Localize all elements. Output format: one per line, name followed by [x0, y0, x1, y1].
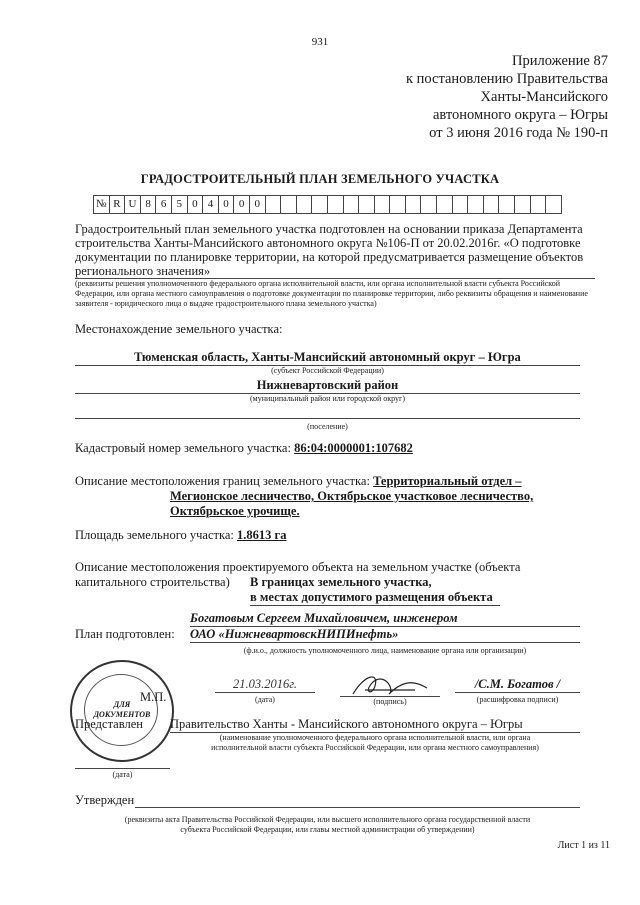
number-cell	[437, 195, 453, 214]
object-label-1: Описание местоположения проектируемого объекта на земельном участке (объекта	[75, 560, 521, 574]
number-cell: 5	[172, 195, 188, 214]
number-cell: 0	[188, 195, 204, 214]
number-cell	[484, 195, 500, 214]
number-cell	[499, 195, 515, 214]
number-cell	[281, 195, 297, 214]
settlement-line	[75, 406, 580, 419]
district-value: Нижневартовский район	[75, 378, 580, 394]
number-cell	[406, 195, 422, 214]
number-cell	[312, 195, 328, 214]
page-number: 931	[311, 36, 329, 48]
appendix-line: Ханты-Мансийского	[480, 89, 608, 105]
number-cell	[390, 195, 406, 214]
plan-number-grid	[93, 195, 562, 214]
basis-text: Градостроительный план земельного участка подготовлен на основании приказа Департамента строительства Ханты-Мансийского автономного округа №106-П от 20.02.2016г. «О подготовке документации по планировке территории, на которой предусматривается размещение объектов регионального значения»	[75, 222, 595, 279]
presented-label: Представлен	[75, 717, 143, 731]
cadastral-label: Кадастровый номер земельного участка:	[75, 441, 291, 455]
cadastral-value: 86:04:0000001:107682	[294, 441, 413, 455]
approved-caption-2: субъекта Российской Федерации, или главы местной администрации об утверждении)	[180, 825, 475, 834]
subject-value: Тюменская область, Ханты-Мансийский автономный округ – Югра	[75, 350, 580, 366]
prepared-label: План подготовлен:	[75, 627, 175, 641]
signer-name: /С.М. Богатов /	[455, 677, 580, 693]
number-cell	[421, 195, 437, 214]
appendix-line: к постановлению Правительства	[406, 71, 608, 87]
subject-caption: (субъект Российской Федерации)	[271, 366, 384, 375]
number-cell: 4	[203, 195, 219, 214]
number-cell: 0	[234, 195, 250, 214]
number-cell: 6	[156, 195, 172, 214]
number-cell: U	[125, 195, 141, 214]
number-cell	[546, 195, 562, 214]
stamp-text: ДЛЯ ДОКУМЕНТОВ	[93, 700, 151, 719]
location-label: Местонахождение земельного участка:	[75, 322, 283, 336]
district-caption: (муниципальный район или городской округ)	[250, 394, 405, 403]
mp-label: М.П.	[140, 690, 167, 704]
number-cell: №	[94, 195, 110, 214]
number-cell	[266, 195, 282, 214]
number-cell	[359, 195, 375, 214]
appendix-line: от 3 июня 2016 года № 190-п	[429, 125, 608, 141]
borders-label: Описание местоположения границ земельного участка:	[75, 474, 370, 488]
area-row	[75, 528, 286, 543]
approved-caption-1: (реквизиты акта Правительства Российской Федерации, или высшего исполнительного органа государственной власти	[124, 815, 531, 824]
borders-value-3: Октябрьское урочище.	[170, 504, 300, 518]
object-label-2: капитального строительства)	[75, 575, 230, 589]
borders-row	[75, 474, 522, 489]
prepared-org: ОАО «НижневартовскНИПИнефть»	[190, 627, 580, 643]
appendix-block	[406, 52, 608, 142]
object-value-2: в местах допустимого размещения объекта	[250, 590, 500, 606]
number-cell: 8	[141, 195, 157, 214]
number-cell	[344, 195, 360, 214]
approved-line	[135, 793, 580, 808]
number-cell	[328, 195, 344, 214]
area-label: Площадь земельного участка:	[75, 528, 234, 542]
presented-value: Правительство Ханты - Мансийского автономного округа – Югры	[170, 717, 580, 733]
borders-value-2: Мегионское лесничество, Октябрьское участковое лесничество,	[170, 489, 534, 503]
sheet-number: Лист 1 из 11	[557, 840, 610, 851]
number-cell	[375, 195, 391, 214]
settlement-caption: (поселение)	[307, 422, 348, 431]
number-cell	[515, 195, 531, 214]
appendix-line: Приложение 87	[512, 53, 608, 69]
number-cell	[453, 195, 469, 214]
number-cell	[297, 195, 313, 214]
seal-stamp	[70, 660, 174, 762]
number-cell	[531, 195, 547, 214]
presented-date-line	[75, 758, 170, 769]
number-cell: 0	[219, 195, 235, 214]
number-cell: R	[110, 195, 126, 214]
basis-caption: (реквизиты решения уполномоченного федерального органа исполнительной власти, или органа исполнительной власти субъекта Российской Федерации, или органа местного самоуправления о подготовке документации по планировке территории, либо реквизиты обращения и наименование заявителя - юридического лица о выдаче градостроительного плана земельного участка)	[75, 279, 588, 308]
area-value: 1.8613 га	[237, 528, 287, 542]
number-cell	[468, 195, 484, 214]
date-value: 21.03.2016г.	[215, 677, 315, 693]
presented-caption-2: исполнительной власти субъекта Российской Федерации, или органа местного самоуправления)	[211, 743, 539, 752]
sign-caption: (подпись)	[373, 697, 407, 706]
document-title: ГРАДОСТРОИТЕЛЬНЫЙ ПЛАН ЗЕМЕЛЬНОГО УЧАСТКА	[140, 172, 500, 186]
presented-caption-1: (наименование уполномоченного федерального органа исполнительной власти, или органа	[219, 733, 531, 742]
signer-caption: (расшифровка подписи)	[476, 695, 559, 704]
cadastral-row	[75, 441, 413, 456]
number-cell: 0	[250, 195, 266, 214]
appendix-line: автономного округа – Югры	[432, 107, 608, 123]
prepared-person: Богатовым Сергеем Михайловичем, инженером	[190, 611, 580, 627]
date-caption: (дата)	[255, 695, 275, 704]
object-value-1: В границах земельного участка,	[250, 575, 432, 589]
approved-label: Утвержден	[75, 793, 135, 807]
date-caption-2: (дата)	[112, 770, 133, 779]
prepared-caption: (ф.и.о., должность уполномоченного лица, наименование органа или организации)	[243, 646, 527, 655]
borders-value-1: Территориальный отдел –	[373, 474, 522, 488]
